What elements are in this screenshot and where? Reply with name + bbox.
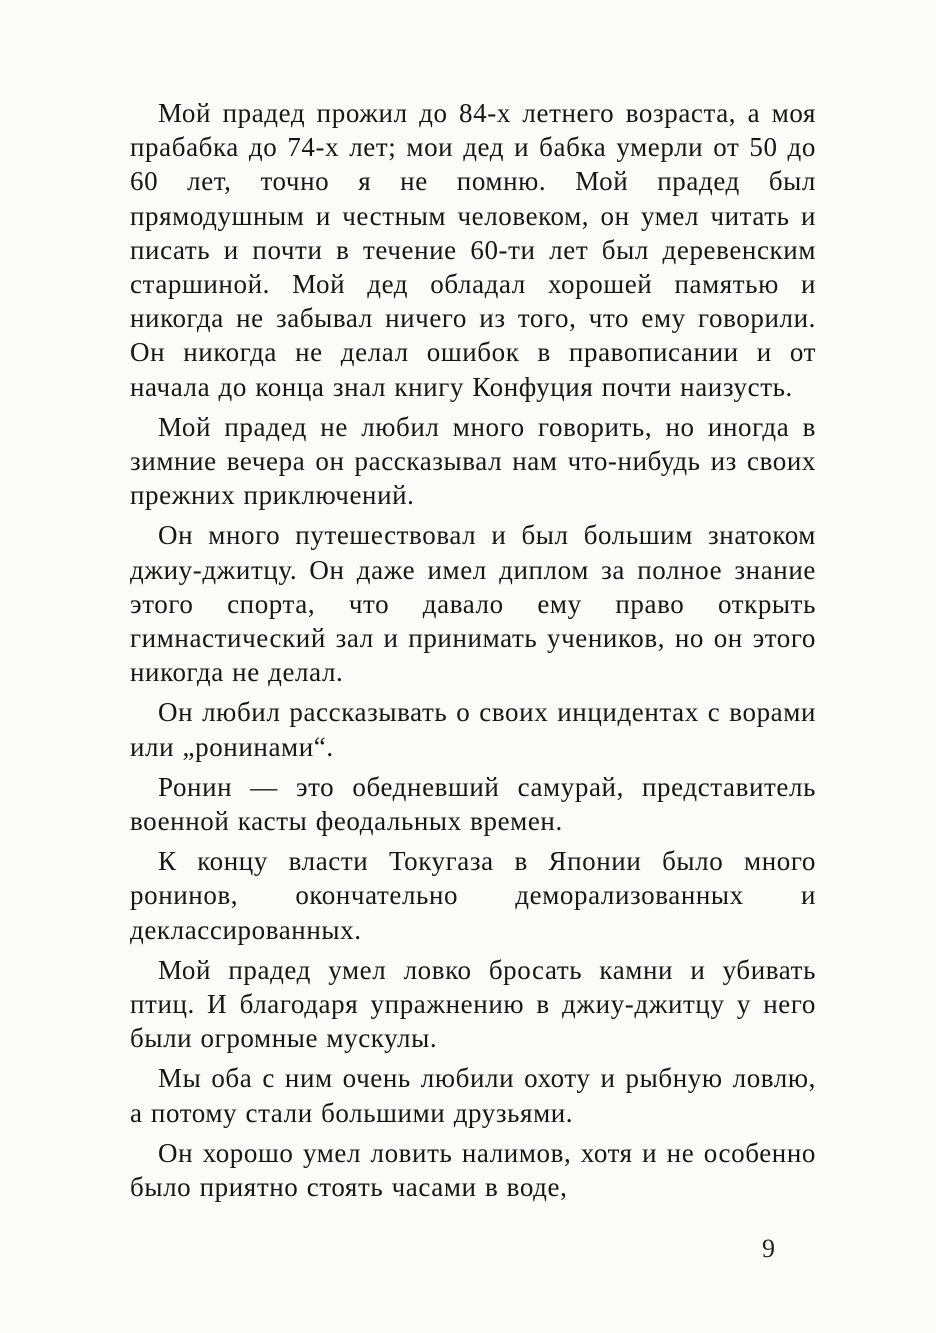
paragraph-incidents: Он любил рассказывать о своих инцидентах с ворами или „ронинами“.: [130, 697, 816, 762]
paragraph-stories: Мой прадед не любил много говорить, но иногда в зимние вечера он рассказывал нам что-нибудь из своих прежних приключений.: [130, 411, 816, 511]
body-text: [130, 96, 816, 1204]
paragraph-ronin-definition: Ронин — это обедневший самурай, представитель военной касты феодальных времен.: [130, 771, 816, 837]
paragraph-jiu-jitsu: Он много путешествовал и был большим знатоком джиу-джитцу. Он даже имел диплом за полное знание этого спорта, что давало ему право открыть гимнастический зал и принимать учеников, но он этого никогда не делал.: [130, 520, 816, 688]
page-number: 9: [762, 1234, 775, 1263]
paragraph-tokugawa: К концу власти Токугаза в Японии было много ронинов, окончательно деморализованных и деклассированных.: [130, 846, 816, 945]
paragraph-ancestors: Мой прадед прожил до 84-х летнего возраста, а моя прабабка до 74-х лет; мои дед и бабка умерли от 50 до 60 лет, точно я не помню. Мой прадед был прямодушным и честным человеком, он умел читать и писать и почти в течение 60-ти лет был деревенским старшиной. Мой дед обладал хорошей памятью и никогда не забывал ничего из того, что ему говорили. Он никогда не делал ошибок в правописании и от начала до конца знал книгу Конфуция почти наизусть.: [130, 98, 816, 402]
paragraph-stones: Мой прадед умел ловко бросать камни и убивать птиц. И благодаря упражнению в джиу-джитцу у него были огромные мускулы.: [130, 954, 816, 1054]
paragraph-hunting: Мы оба с ним очень любили охоту и рыбную ловлю, а потому стали большими друзьями.: [130, 1063, 816, 1128]
paragraph-burbot: Он хорошо умел ловить налимов, хотя и не особенно было приятно стоять часами в воде,: [130, 1137, 816, 1203]
